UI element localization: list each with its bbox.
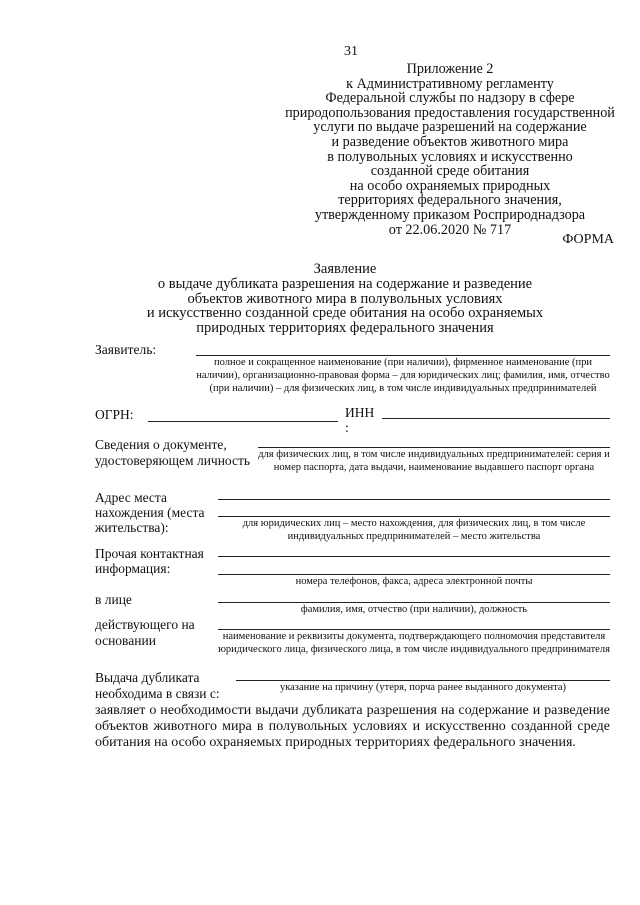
contact-line[interactable] bbox=[218, 574, 610, 575]
approval-line: природопользования предоставления государственной bbox=[285, 104, 615, 121]
person-label: в лице bbox=[95, 592, 132, 607]
basis-line[interactable] bbox=[218, 629, 610, 630]
applicant-line[interactable] bbox=[196, 355, 610, 356]
title-line: и искусственно созданной среде обитания на особо охраняемых bbox=[146, 305, 544, 322]
address-label: нахождения (места bbox=[95, 505, 205, 520]
contact-label: Прочая контактная bbox=[95, 546, 204, 561]
form-label: ФОРМА bbox=[562, 232, 614, 247]
address-line[interactable] bbox=[218, 516, 610, 517]
title-line: Заявление bbox=[313, 261, 377, 277]
id-doc-label: удостоверяющем личность bbox=[95, 453, 251, 468]
approval-line: от 22.06.2020 № 717 bbox=[388, 221, 512, 238]
ogrn-label: ОГРН: bbox=[95, 407, 134, 422]
approval-line: территориях федерального значения, bbox=[338, 192, 562, 209]
basis-label: действующего на bbox=[95, 617, 195, 632]
ogrn-line[interactable] bbox=[148, 421, 338, 422]
id-doc-line[interactable] bbox=[258, 447, 610, 448]
inn-suffix: : bbox=[345, 420, 349, 435]
person-hint: фамилия, имя, отчество (при наличии), должность bbox=[300, 604, 528, 615]
address-line[interactable] bbox=[218, 499, 610, 500]
basis-label: основании bbox=[95, 633, 156, 648]
reason-hint: указание на причину (утеря, порча ранее выданного документа) bbox=[279, 682, 567, 693]
title-line: объектов животного мира в полувольных условиях bbox=[187, 290, 503, 307]
inn-line[interactable] bbox=[382, 418, 610, 419]
approval-line: и разведение объектов животного мира bbox=[331, 133, 569, 150]
approval-line: к Административному регламенту bbox=[346, 75, 554, 92]
address-hint: для юридических лиц – место нахождения, для физических лиц, в том числе индивидуальных предпринимателей – место жительства bbox=[242, 518, 586, 542]
approval-line: созданной среде обитания bbox=[370, 163, 530, 180]
approval-line: в полувольных условиях и искусственно bbox=[327, 148, 573, 165]
applicant-hint: полное и сокращенное наименование (при наличии), фирменное наименование (при наличии), организационно-правовая форма – для юридических лиц; фамилия, имя, отчество (при наличии) – для физических лиц, в том числе индивидуальных предпринимателей bbox=[196, 357, 610, 394]
contact-hint: номера телефонов, факса, адреса электронной почты bbox=[295, 576, 533, 587]
basis-hint: наименование и реквизиты документа, подтверждающего полномочия представителя юридического лица, физического лица, в том числе индивидуального предпринимателя bbox=[218, 631, 610, 655]
contact-line[interactable] bbox=[218, 556, 610, 557]
applicant-label: Заявитель: bbox=[95, 342, 157, 357]
title-line: природных территориях федерального значения bbox=[196, 320, 494, 337]
id-doc-label: Сведения о документе, bbox=[95, 437, 227, 452]
inn-label: ИНН bbox=[345, 405, 375, 420]
approval-block bbox=[260, 62, 640, 237]
contact-label: информация: bbox=[95, 561, 171, 576]
page-number: 31 bbox=[344, 44, 358, 59]
address-label: Адрес места bbox=[95, 490, 167, 505]
person-line[interactable] bbox=[218, 602, 610, 603]
id-doc-hint: для физических лиц, в том числе индивидуальных предпринимателей: серия и номер паспорта, дата выдачи, наименование выдавшего паспорт органа bbox=[258, 449, 610, 473]
document-title bbox=[110, 262, 580, 336]
title-line: о выдаче дубликата разрешения на содержание и разведение bbox=[157, 275, 533, 292]
approval-line: утвержденному приказом Росприроднадзора bbox=[314, 206, 586, 223]
reason-label: Выдача дубликата bbox=[95, 670, 200, 685]
approval-line: Федеральной службы по надзору в сфере bbox=[325, 90, 575, 107]
approval-line: услуги по выдаче разрешений на содержание bbox=[313, 119, 587, 136]
address-label: жительства): bbox=[95, 520, 169, 535]
approval-line: Приложение 2 bbox=[406, 61, 494, 77]
statement-paragraph: заявляет о необходимости выдачи дубликата разрешения на содержание и разведение объектов животного мира в полувольных условиях и искусственно созданной среде обитания на особо охраняемых природных территориях федерального значения. bbox=[95, 703, 610, 750]
approval-line: на особо охраняемых природных bbox=[349, 177, 551, 194]
reason-label: необходима в связи с: bbox=[95, 686, 220, 701]
reason-line[interactable] bbox=[236, 680, 610, 681]
